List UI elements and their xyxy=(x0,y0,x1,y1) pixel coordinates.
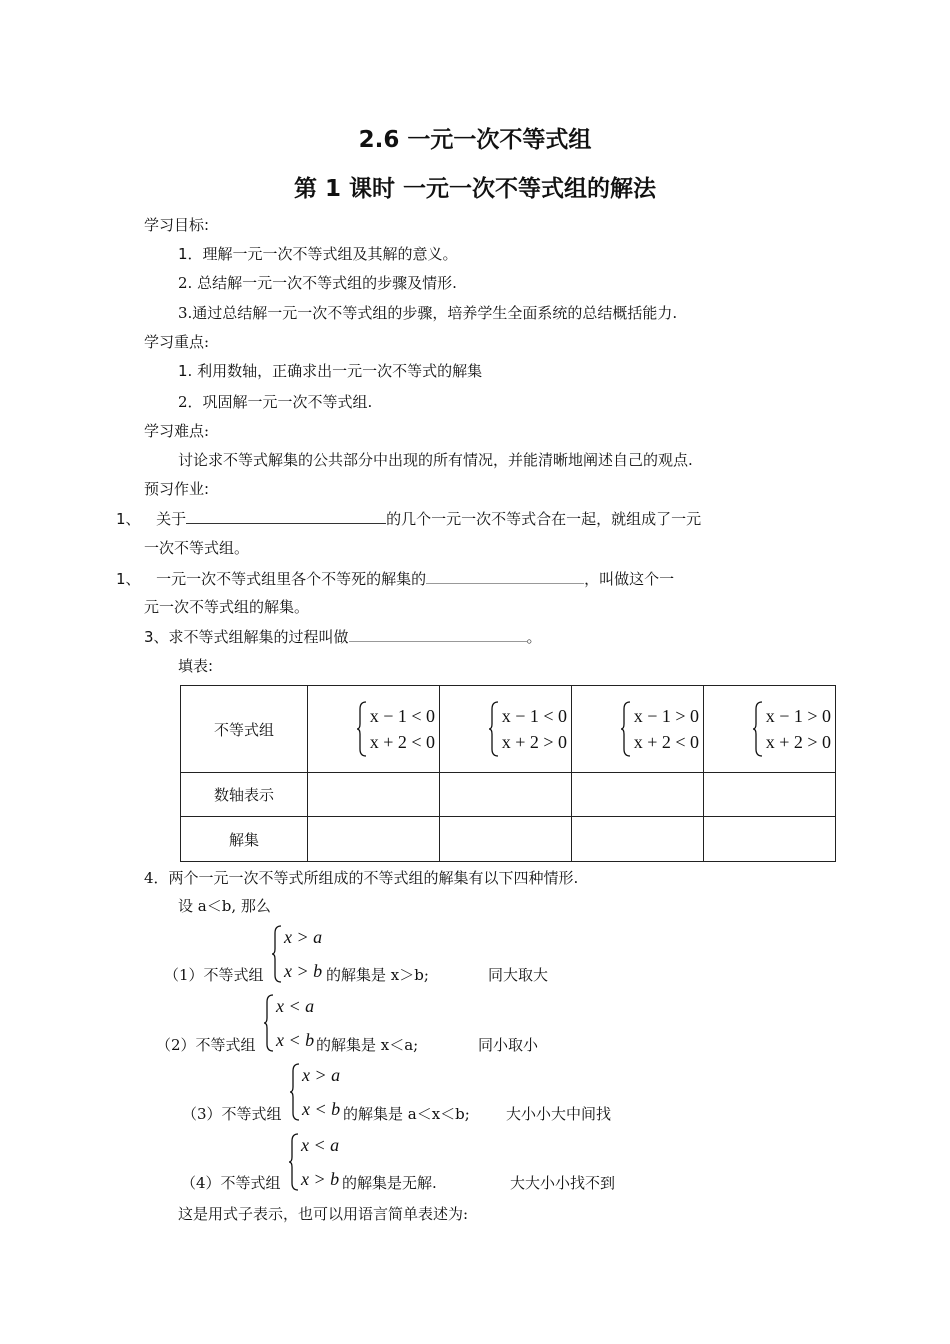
objective-item-1: 1．理解一元一次不等式组及其解的意义。 xyxy=(178,245,458,263)
system-2-line-2: x + 2 > 0 xyxy=(501,732,567,752)
case-4-line-2: x > b xyxy=(301,1169,340,1189)
objectives-heading: 学习目标: xyxy=(144,216,210,234)
question-3 xyxy=(144,627,542,646)
case-1-label: （1）不等式组 xyxy=(164,966,264,984)
question-1-number: 1、 xyxy=(116,510,141,528)
number-line-cell-3[interactable] xyxy=(572,773,704,817)
solution-cell-3[interactable] xyxy=(572,817,704,862)
case-1-system xyxy=(271,924,322,984)
case-1-line-2: x > b xyxy=(284,961,323,981)
system-1-line-1: x − 1 < 0 xyxy=(369,706,435,726)
case-4-rule: 大大小小找不到 xyxy=(510,1174,616,1192)
cases-assumption: 设 a＜b, 那么 xyxy=(178,897,271,915)
case-2-system xyxy=(263,993,314,1053)
objective-item-2: 2. 总结解一元一次不等式组的步骤及情形. xyxy=(178,274,457,292)
row-header-inequality-system: 不等式组 xyxy=(181,686,308,773)
case-4-system xyxy=(288,1132,339,1192)
question-2-continued: 元一次不等式组的解集。 xyxy=(144,598,310,616)
system-3-line-2: x + 2 < 0 xyxy=(633,732,699,752)
case-2-result: 的解集是 x＜a; xyxy=(316,1036,419,1054)
question-1-suffix: 的几个一元一次不等式合在一起，就组成了一元 xyxy=(386,510,702,528)
brace-icon xyxy=(488,700,500,758)
case-4-label: （4）不等式组 xyxy=(181,1174,281,1192)
case-4-line-1: x < a xyxy=(301,1135,340,1155)
table-cell-system-4 xyxy=(704,686,836,773)
question-1 xyxy=(116,509,701,528)
case-3-rule: 大小小大中间找 xyxy=(506,1105,612,1123)
question-1-blank[interactable] xyxy=(186,509,386,524)
fill-table xyxy=(180,685,836,862)
preview-heading: 预习作业: xyxy=(144,480,210,498)
row-header-number-line: 数轴表示 xyxy=(181,773,308,817)
number-line-cell-4[interactable] xyxy=(704,773,836,817)
question-2-prefix: 一元一次不等式组里各个不等死的解集的 xyxy=(156,570,427,588)
case-3-result: 的解集是 a＜x＜b; xyxy=(343,1105,470,1123)
case-2-rule: 同小取小 xyxy=(478,1036,539,1054)
question-2 xyxy=(116,569,674,588)
case-3-system xyxy=(289,1062,340,1122)
case-1-result: 的解集是 x＞b; xyxy=(326,966,429,984)
keypoints-heading: 学习重点: xyxy=(144,333,210,351)
brace-icon xyxy=(620,700,632,758)
brace-icon xyxy=(271,924,283,984)
case-2-label: （2）不等式组 xyxy=(156,1036,256,1054)
solution-cell-2[interactable] xyxy=(440,817,572,862)
table-cell-system-3 xyxy=(572,686,704,773)
solution-cell-4[interactable] xyxy=(704,817,836,862)
row-header-solution-set: 解集 xyxy=(181,817,308,862)
lesson-subtitle: 第 1 课时 一元一次不等式组的解法 xyxy=(293,176,657,202)
difficulties-heading: 学习难点: xyxy=(144,422,210,440)
case-1-rule: 同大取大 xyxy=(488,966,549,984)
keypoint-item-2: 2．巩固解一元一次不等式组. xyxy=(178,393,373,411)
table-cell-system-1 xyxy=(308,686,440,773)
question-3-prefix: 3、求不等式组解集的过程叫做 xyxy=(144,628,349,646)
cases-intro: 4．两个一元一次不等式所组成的不等式组的解集有以下四种情形. xyxy=(144,869,579,887)
brace-icon xyxy=(356,700,368,758)
case-2-line-2: x < b xyxy=(276,1030,315,1050)
cases-closing: 这是用式子表示，也可以用语言简单表述为: xyxy=(178,1205,469,1223)
system-4-line-1: x − 1 > 0 xyxy=(765,706,831,726)
page-title: 2.6 一元一次不等式组 xyxy=(358,127,592,153)
brace-icon xyxy=(289,1062,301,1122)
question-1-prefix: 关于 xyxy=(156,510,187,528)
system-4-line-2: x + 2 > 0 xyxy=(765,732,831,752)
question-3-suffix: 。 xyxy=(526,628,542,646)
case-3-line-2: x < b xyxy=(302,1099,341,1119)
system-3-line-1: x − 1 > 0 xyxy=(633,706,699,726)
question-3-blank[interactable] xyxy=(349,627,527,642)
case-4-result: 的解集是无解. xyxy=(342,1174,437,1192)
case-1-line-1: x > a xyxy=(284,927,323,947)
case-2-line-1: x < a xyxy=(276,996,315,1016)
brace-icon xyxy=(288,1132,300,1192)
case-3-label: （3）不等式组 xyxy=(182,1105,282,1123)
solution-cell-1[interactable] xyxy=(308,817,440,862)
objective-item-3: 3.通过总结解一元一次不等式组的步骤，培养学生全面系统的总结概括能力. xyxy=(178,304,678,322)
question-2-number: 1、 xyxy=(116,570,141,588)
case-3-line-1: x > a xyxy=(302,1065,341,1085)
number-line-cell-2[interactable] xyxy=(440,773,572,817)
fill-table-label: 填表: xyxy=(178,657,214,675)
brace-icon xyxy=(752,700,764,758)
number-line-cell-1[interactable] xyxy=(308,773,440,817)
system-1-line-2: x + 2 < 0 xyxy=(369,732,435,752)
table-cell-system-2 xyxy=(440,686,572,773)
difficulties-text: 讨论求不等式解集的公共部分中出现的所有情况，并能清晰地阐述自己的观点. xyxy=(178,451,693,469)
question-2-suffix: ，叫做这个一 xyxy=(584,570,675,588)
brace-icon xyxy=(263,993,275,1053)
question-1-continued: 一次不等式组。 xyxy=(144,539,250,557)
system-2-line-1: x − 1 < 0 xyxy=(501,706,567,726)
question-2-blank[interactable] xyxy=(426,569,584,584)
keypoint-item-1: 1. 利用数轴，正确求出一元一次不等式的解集 xyxy=(178,362,483,380)
